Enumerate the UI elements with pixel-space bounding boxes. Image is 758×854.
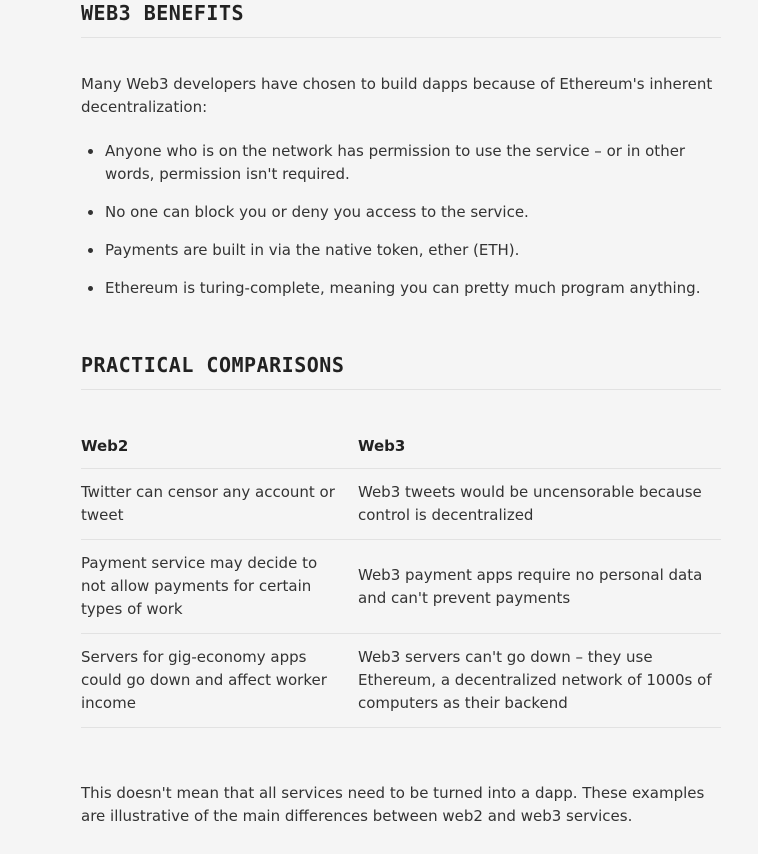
table-cell-web2: Twitter can censor any account or tweet xyxy=(81,469,358,540)
list-item: Ethereum is turing-complete, meaning you can pretty much program anything. xyxy=(81,277,721,300)
section-title-web3-benefits: WEB3 BENEFITS xyxy=(81,1,721,38)
table-row xyxy=(81,634,721,728)
section-title-practical-comparisons: PRACTICAL COMPARISONS xyxy=(81,353,721,390)
table-cell-web3: Web3 payment apps require no personal data and can't prevent payments xyxy=(358,540,721,634)
list-item: No one can block you or deny you access to the service. xyxy=(81,201,721,224)
table-row xyxy=(81,540,721,634)
benefits-list xyxy=(81,140,721,315)
table-cell-web2: Servers for gig-economy apps could go down and affect worker income xyxy=(81,634,358,728)
table-header-web2: Web2 xyxy=(81,425,358,469)
closing-paragraph: This doesn't mean that all services need to be turned into a dapp. These examples are illustrative of the main differences between web2 and web3 services. xyxy=(81,784,705,825)
table-row xyxy=(81,469,721,540)
intro-paragraph: Many Web3 developers have chosen to build dapps because of Ethereum's inherent decentralization: xyxy=(81,75,713,116)
table-cell-web3: Web3 servers can't go down – they use Ethereum, a decentralized network of 1000s of computers as their backend xyxy=(358,634,721,728)
comparison-table xyxy=(81,425,721,728)
list-item: Payments are built in via the native token, ether (ETH). xyxy=(81,239,721,262)
list-item: Anyone who is on the network has permission to use the service – or in other words, permission isn't required. xyxy=(81,140,721,186)
table-cell-web3: Web3 tweets would be uncensorable because control is decentralized xyxy=(358,469,721,540)
table-cell-web2: Payment service may decide to not allow payments for certain types of work xyxy=(81,540,358,634)
table-header-row xyxy=(81,425,721,469)
table-header-web3: Web3 xyxy=(358,425,721,469)
